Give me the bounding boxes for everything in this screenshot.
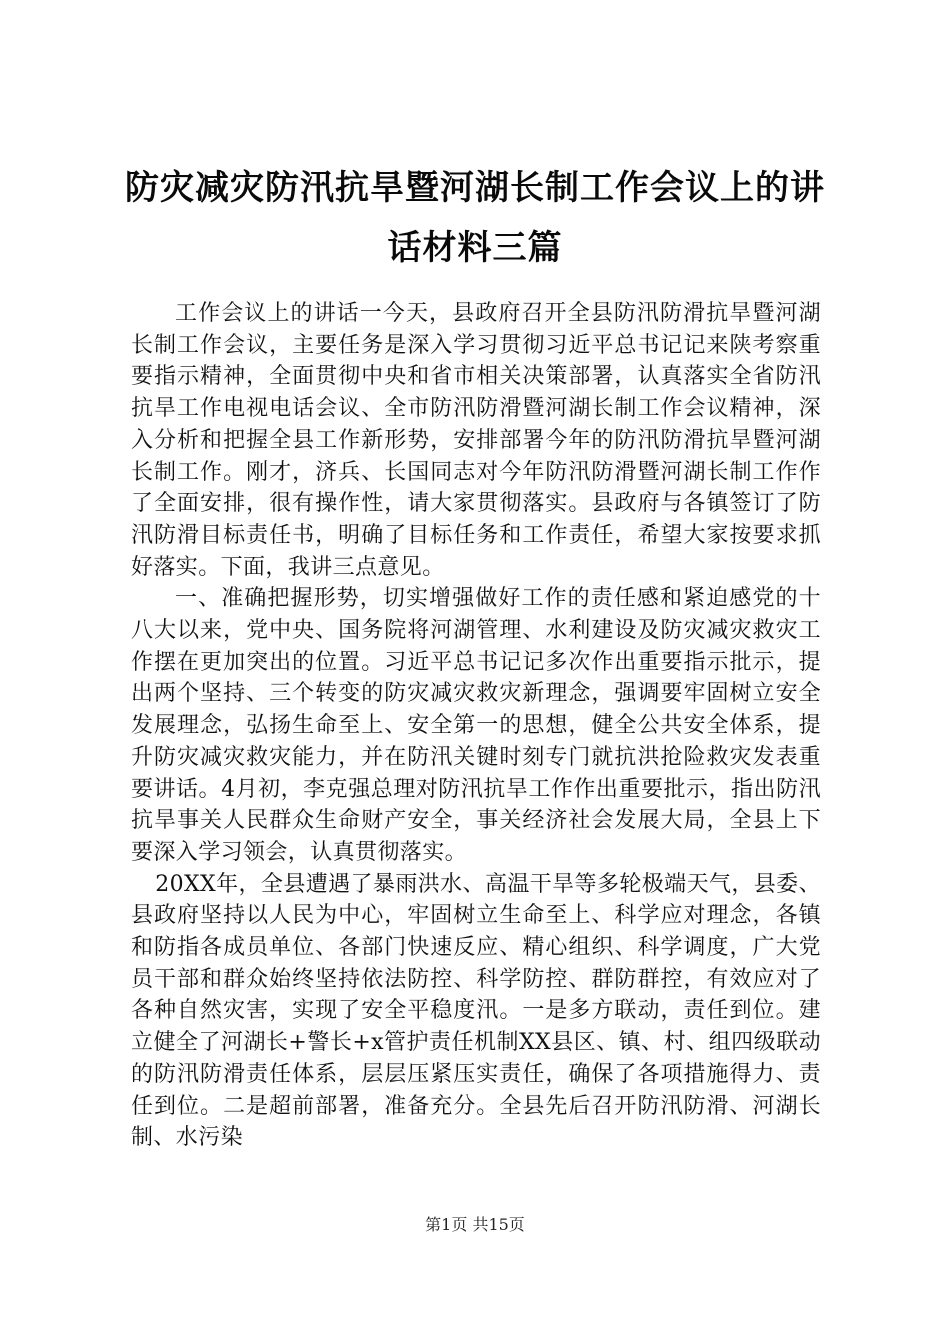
document-body [131, 298, 821, 1154]
paragraph-1: 工作会议上的讲话一今天，县政府召开全县防汛防滑抗旱暨河湖长制工作会议，主要任务是深入学习贯彻习近平总书记记来陕考察重要指示精神，全面贯彻中央和省市相关决策部署，认真落实全省防汛抗旱工作电视电话会议、全市防汛防滑暨河湖长制工作会议精神，深入分析和把握全县工作新形势，安排部署今年的防汛防滑抗旱暨河湖长制工作。刚才，济兵、长国同志对今年防汛防滑暨河湖长制工作作了全面安排，很有操作性，请大家贯彻落实。县政府与各镇签订了防汛防滑目标责任书，明确了目标任务和工作责任，希望大家按要求抓好落实。下面，我讲三点意见。 [131, 301, 821, 580]
paragraph-2: 一、准确把握形势，切实增强做好工作的责任感和紧迫感党的十八大以来，党中央、国务院将河湖管理、水利建设及防灾减灾救灾工作摆在更加突出的位置。习近平总书记记多次作出重要指示批示，提出两个坚持、三个转变的防灾减灾救灾新理念，强调要牢固树立安全发展理念，弘扬生命至上、安全第一的思想，健全公共安全体系，提升防灾减灾救灾能力，并在防汛关键时刻专门就抗洪抢险救灾发表重要讲话。4月初，李克强总理对防汛抗旱工作作出重要批示，指出防汛抗旱事关人民群众生命财产安全，事关经济社会发展大局，全县上下要深入学习领会，认真贯彻落实。 [131, 586, 821, 865]
title-line-2: 话材料三篇 [387, 228, 563, 268]
paragraph-3: 20XX年，全县遭遇了暴雨洪水、高温干旱等多轮极端天气，县委、县政府坚持以人民为中心，牢固树立生命至上、科学应对理念，各镇和防指各成员单位、各部门快速反应、精心组织、科学调度，广大党员干部和群众始终坚持依法防控、科学防控、群防群控，有效应对了各种自然灾害，实现了安全平稳度汛。一是多方联动，责任到位。建立健全了河湖长+警长+x管护责任机制XX县区、镇、村、组四级联动的防汛防滑责任体系，层层压紧压实责任，确保了各项措施得力、责任到位。二是超前部署，准备充分。全县先后召开防汛防滑、河湖长制、水污染 [131, 871, 821, 1151]
title-line-1: 防灾减灾防汛抗旱暨河湖长制工作会议上的讲 [125, 168, 825, 208]
document-title [90, 158, 860, 278]
page-number-footer: 第1页 共15页 [425, 1215, 525, 1234]
